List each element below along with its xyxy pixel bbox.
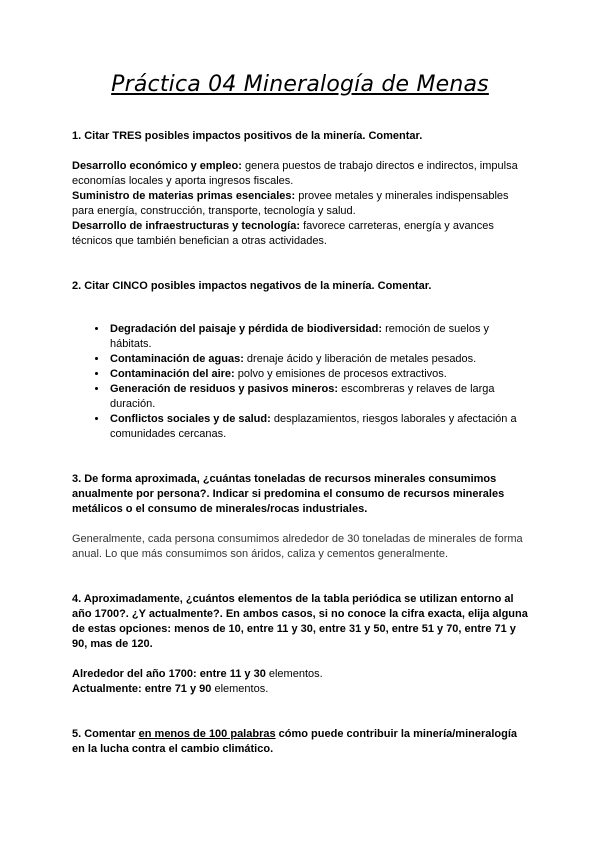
list-item-text: escombreras y relaves de larga duración.: [110, 383, 495, 410]
answer-text: elementos.: [265, 668, 323, 680]
question-1-answer: [72, 159, 528, 249]
answer-paragraph: [72, 189, 528, 219]
question-4-heading: 4. Aproximadamente, ¿cuántos elementos de la tabla periódica se utilizan entorno al año 1700?. ¿Y actualmente?. En ambos casos, si no conoce la cifra exacta, elija alguna de estas opciones: menos de 10, entre 11 y 30, entre 31 y 50, entre 51 y 70, entre 71 y 90, mas de 120.: [72, 593, 528, 650]
page-title: Práctica 04 Mineralogía de Menas: [111, 72, 489, 97]
answer-term: Suministro de materias primas esenciales:: [72, 190, 296, 202]
answer-bold: Actualmente: entre 71 y 90: [72, 683, 212, 695]
list-item: [108, 367, 528, 382]
list-item-term: Conflictos sociales y de salud:: [110, 413, 271, 425]
question-3-heading: 3. De forma aproximada, ¿cuántas toneladas de recursos minerales consumimos anualmente por persona?. Indicar si predomina el consumo de recursos minerales metálicos o el consumo de minerales/rocas industriales.: [72, 473, 505, 515]
list-item-text: polvo y emisiones de procesos extractivos.: [234, 368, 447, 380]
list-item-text: drenaje ácido y liberación de metales pesados.: [243, 353, 477, 365]
question-5-heading: [72, 727, 528, 757]
question-5-pre: 5. Comentar: [72, 728, 139, 740]
list-item-text: remoción de suelos y hábitats.: [110, 323, 490, 350]
list-item: [108, 382, 528, 412]
negative-impacts-list: [72, 322, 528, 442]
answer-paragraph: [72, 219, 528, 249]
list-item-term: Contaminación del aire:: [110, 368, 235, 380]
answer-text: favorece carreteras, energía y avances técnicos que también benefician a otras actividades.: [72, 220, 494, 247]
answer-text: elementos.: [211, 683, 269, 695]
list-item-term: Degradación del paisaje y pérdida de biodiversidad:: [110, 323, 383, 335]
question-5-underlined: en menos de 100 palabras: [138, 728, 276, 740]
list-item-term: Contaminación de aguas:: [110, 353, 244, 365]
question-1-heading: 1. Citar TRES posibles impactos positivos de la minería. Comentar.: [72, 130, 423, 142]
answer-paragraph: [72, 159, 528, 189]
question-2-heading: 2. Citar CINCO posibles impactos negativos de la minería. Comentar.: [72, 280, 432, 292]
list-item: [108, 412, 528, 442]
question-5-post: cómo puede contribuir la minería/mineralogía en la lucha contra el cambio climático.: [72, 728, 518, 755]
answer-term: Desarrollo económico y empleo:: [72, 160, 242, 172]
answer-line-current: [72, 682, 528, 697]
answer-bold: Alrededor del año 1700: entre 11 y 30: [72, 668, 266, 680]
list-item-text: desplazamientos, riesgos laborales y afectación a comunidades cercanas.: [110, 413, 517, 440]
list-item: [108, 352, 528, 367]
question-3-answer: Generalmente, cada persona consumimos alrededor de 30 toneladas de minerales de forma anual. Lo que más consumimos son áridos, caliza y cementos generalmente.: [72, 533, 523, 560]
list-item-term: Generación de residuos y pasivos mineros:: [110, 383, 339, 395]
answer-line-1700: [72, 667, 528, 682]
answer-text: genera puestos de trabajo directos e indirectos, impulsa economías locales y aporta ingresos fiscales.: [72, 160, 518, 187]
answer-text: provee metales y minerales indispensables para energía, construcción, transporte, tecnología y salud.: [72, 190, 509, 217]
list-item: [108, 322, 528, 352]
question-4-answer: [72, 667, 528, 697]
answer-term: Desarrollo de infraestructuras y tecnología:: [72, 220, 301, 232]
